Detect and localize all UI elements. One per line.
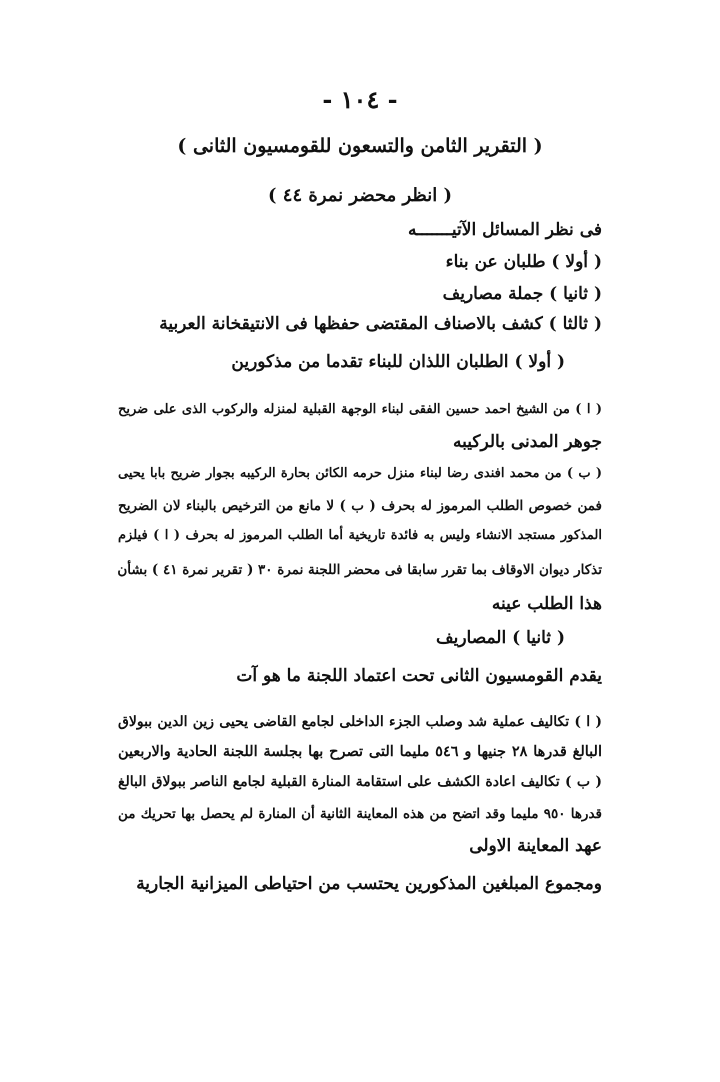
expense-b-line-1: ( ب ) تكاليف اعادة الكشف على استقامة المنارة القبلية لجامع الناصر ببولاق البالغ <box>118 774 602 790</box>
report-title: ( التقرير الثامن والتسعون للقومسيون الثانى ) <box>177 135 543 157</box>
closing-line: ومجموع المبلغين المذكورين يحتسب من احتياطى الميزانية الجارية <box>136 874 602 894</box>
expense-a-line-1: ( ا ) تكاليف عملية شد وصلب الجزء الداخلى لجامع القاضى يحيى زين الدين ببولاق <box>118 714 602 730</box>
intro-line: فى نظر المسائل الآتيـــــــه <box>407 220 602 240</box>
section1-heading: ( أولا ) الطلبان اللذان للبناء تقدما من مذكورين <box>231 352 565 372</box>
item-a-line-2: جوهر المدنى بالركيبه <box>453 432 602 452</box>
report-subtitle: ( انظر محضر نمرة ٤٤ ) <box>267 185 452 206</box>
item-b-line-2: فمن خصوص الطلب المرموز له بحرف ( ب ) لا مانع من الترخيص بالبناء لان الضريح <box>118 498 602 514</box>
item-b-line-4: تذكار ديوان الاوقاف بما تقرر سابقا فى محضر اللجنة نمرة ٣٠ ( تقرير نمرة ٤١ ) بشأن <box>117 562 602 578</box>
section2-heading: ( ثانيا ) المصاريف <box>436 628 565 648</box>
expense-b-line-2: قدرها ٩٥٠ مليما وقد اتضح من هذه المعاينة الثانية أن المنارة لم يحصل بها تحريك من <box>118 806 602 822</box>
item-a-line-1: ( ا ) من الشيخ احمد حسين الفقى لبناء الوجهة القبلية لمنزله والركوب الذى على ضريح <box>118 402 602 417</box>
item-b-line-5: هذا الطلب عينه <box>491 594 602 614</box>
section2-intro: يقدم القومسيون الثانى تحت اعتماد اللجنة ما هو آت <box>236 666 602 686</box>
expense-b-line-3: عهد المعاينة الاولى <box>469 836 602 856</box>
item-b-line-3: المذكور مستجد الانشاء وليس به فائدة تاريخية أما الطلب المرموز له بحرف ( ا ) فيلزم <box>118 528 602 543</box>
list-item-second: ( ثانيا ) جملة مصاريف <box>442 284 602 304</box>
list-item-first: ( أولا ) طلبان عن بناء <box>445 252 602 272</box>
item-b-line-1: ( ب ) من محمد افندى رضا لبناء منزل حرمه الكائن بحارة الركيبه بجوار ضريح بابا يحيى <box>118 466 602 481</box>
expense-a-line-2: البالغ قدرها ٢٨ جنيها و ٥٤٦ مليما التى تصرح بها بجلسة اللجنة الحادية والاربعين <box>118 743 603 760</box>
page-number: - ١٠٤ - <box>322 85 398 114</box>
list-item-third: ( ثالثا ) كشف بالاصناف المقتضى حفظها فى الانتيقخانة العربية <box>159 314 602 334</box>
